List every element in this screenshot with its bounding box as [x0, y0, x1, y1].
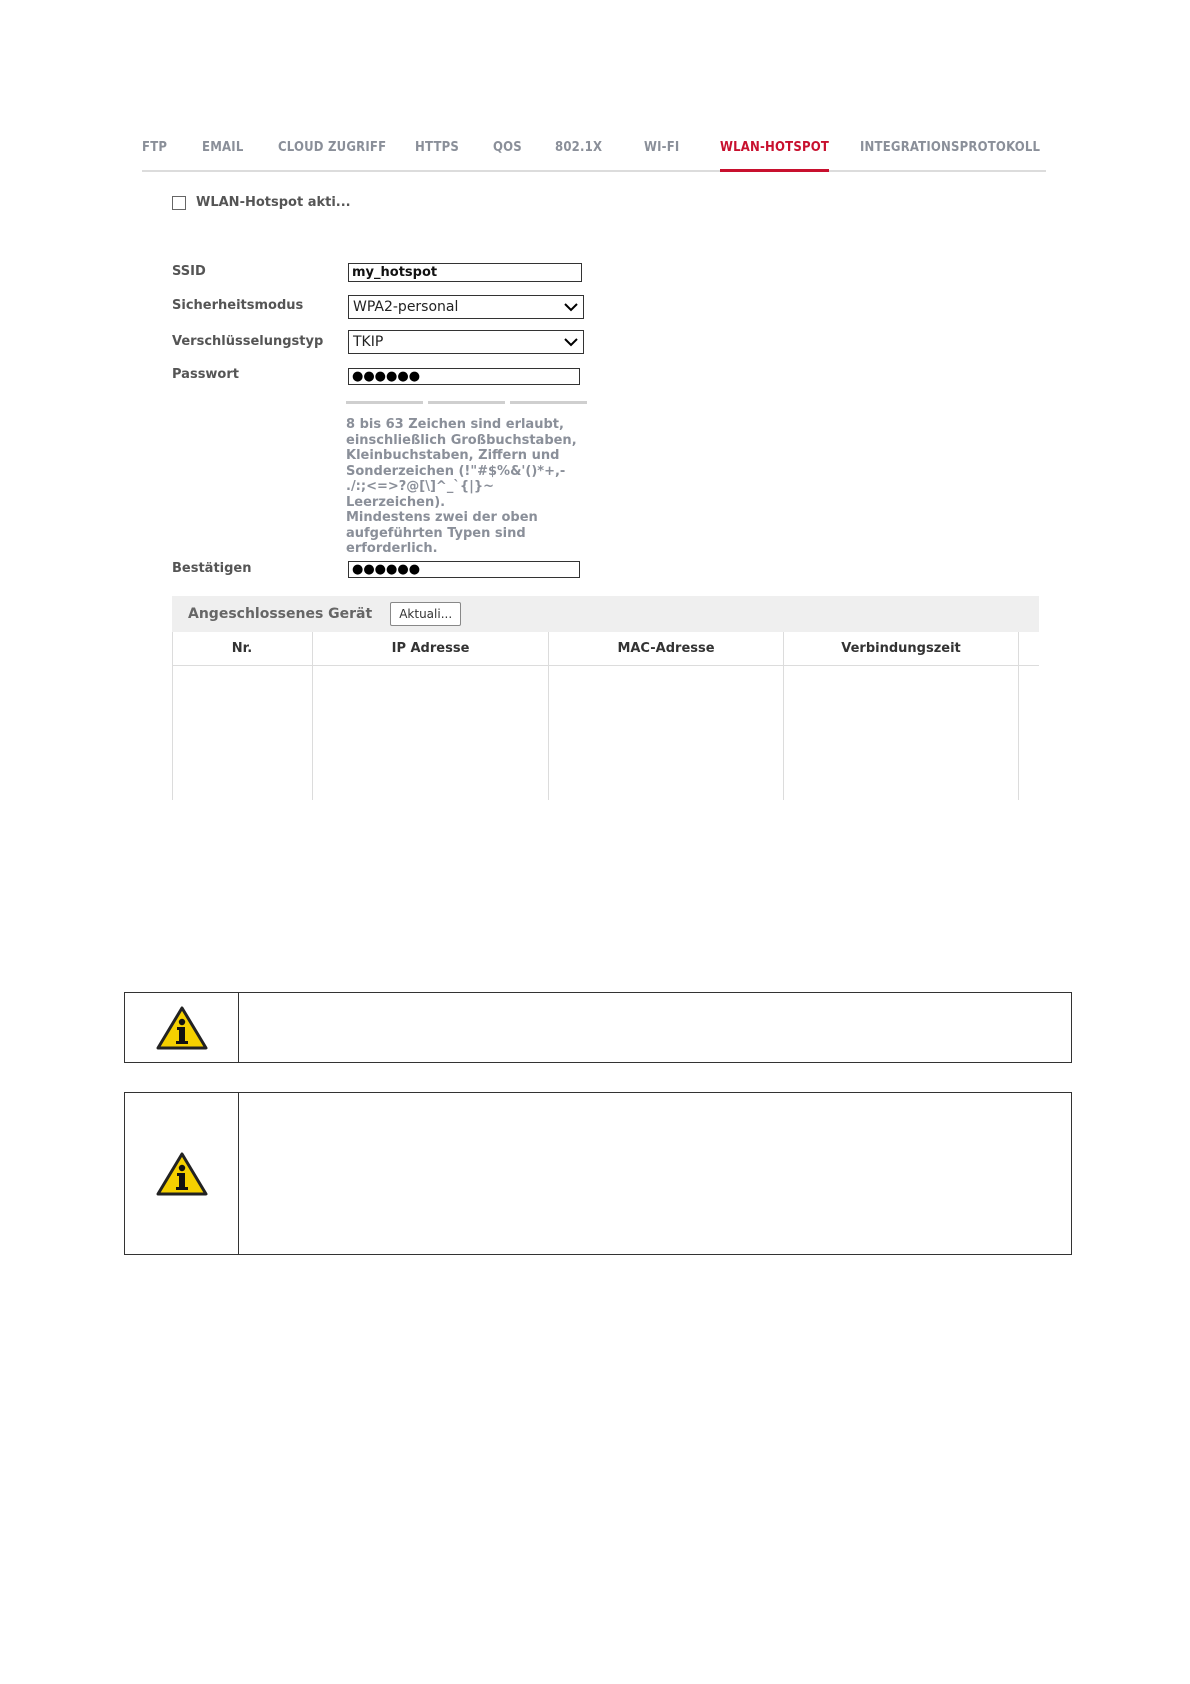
tab-email[interactable]: EMAIL [202, 140, 244, 155]
ssid-label: SSID [172, 264, 206, 279]
column-header-nr: Nr. [172, 632, 312, 666]
info-warning-icon [155, 1005, 209, 1051]
notice-box [124, 1092, 1072, 1255]
ssid-input[interactable] [348, 263, 582, 282]
tab-https[interactable]: HTTPS [415, 140, 460, 155]
tab-cloud-zugriff[interactable]: CLOUD ZUGRIFF [278, 140, 387, 155]
strength-segment [510, 401, 587, 404]
chevron-down-icon [563, 334, 579, 350]
password-label: Passwort [172, 367, 239, 382]
password-hint: 8 bis 63 Zeichen sind erlaubt, einschließlich Großbuchstaben, Kleinbuchstaben, Ziffern und Sonderzeichen (!"#$%&'()*+,- ./:;<=>?@[\]^_`{|}~ Leerzeichen). Mindestens zwei der oben aufgeführten Typen sind erforderlich. [346, 417, 577, 556]
refresh-button[interactable]: Aktuali... [390, 602, 461, 626]
tab-wlan-hotspot[interactable]: WLAN-HOTSPOT [720, 140, 830, 155]
tab-qos[interactable]: QOS [493, 140, 522, 155]
confirm-label: Bestätigen [172, 561, 252, 576]
column-header-mac: MAC-Adresse [549, 632, 783, 666]
tab-ftp[interactable]: FTP [142, 140, 168, 155]
encryption-type-label: Verschlüsselungstyp [172, 334, 324, 349]
info-warning-icon [155, 1151, 209, 1197]
strength-segment [346, 401, 423, 404]
connected-devices-table [172, 632, 1039, 800]
password-strength-meter [346, 401, 587, 404]
connected-devices-title: Angeschlossenes Gerät [188, 606, 373, 622]
notice-icon-cell [125, 993, 239, 1062]
strength-segment [428, 401, 505, 404]
chevron-down-icon [563, 299, 579, 315]
confirm-value: ●●●●●● [352, 562, 421, 577]
tab-wifi[interactable]: WI-FI [644, 140, 680, 155]
column-header-verbindungszeit: Verbindungszeit [784, 632, 1018, 666]
tab-bar [142, 128, 1046, 172]
tab-8021x[interactable]: 802.1X [555, 140, 603, 155]
ssid-value: my_hotspot [352, 265, 438, 280]
security-mode-select[interactable] [348, 295, 584, 319]
hotspot-enable-label: WLAN-Hotspot akti... [196, 195, 351, 210]
encryption-type-value: TKIP [353, 334, 384, 350]
column-header-extra [1019, 632, 1039, 666]
notice-box [124, 992, 1072, 1063]
password-input[interactable] [348, 368, 580, 385]
password-value: ●●●●●● [352, 369, 421, 384]
connected-devices-header [172, 596, 1039, 632]
hotspot-enable-checkbox[interactable] [172, 196, 186, 210]
hotspot-enable-row [172, 195, 351, 210]
column-header-ip: IP Adresse [313, 632, 548, 666]
encryption-type-select[interactable] [348, 330, 584, 354]
security-mode-label: Sicherheitsmodus [172, 298, 304, 313]
confirm-password-input[interactable] [348, 561, 580, 578]
notice-icon-cell [125, 1093, 239, 1254]
tab-integrationsprotokoll[interactable]: INTEGRATIONSPROTOKOLL [860, 140, 1041, 155]
security-mode-value: WPA2-personal [353, 299, 459, 315]
